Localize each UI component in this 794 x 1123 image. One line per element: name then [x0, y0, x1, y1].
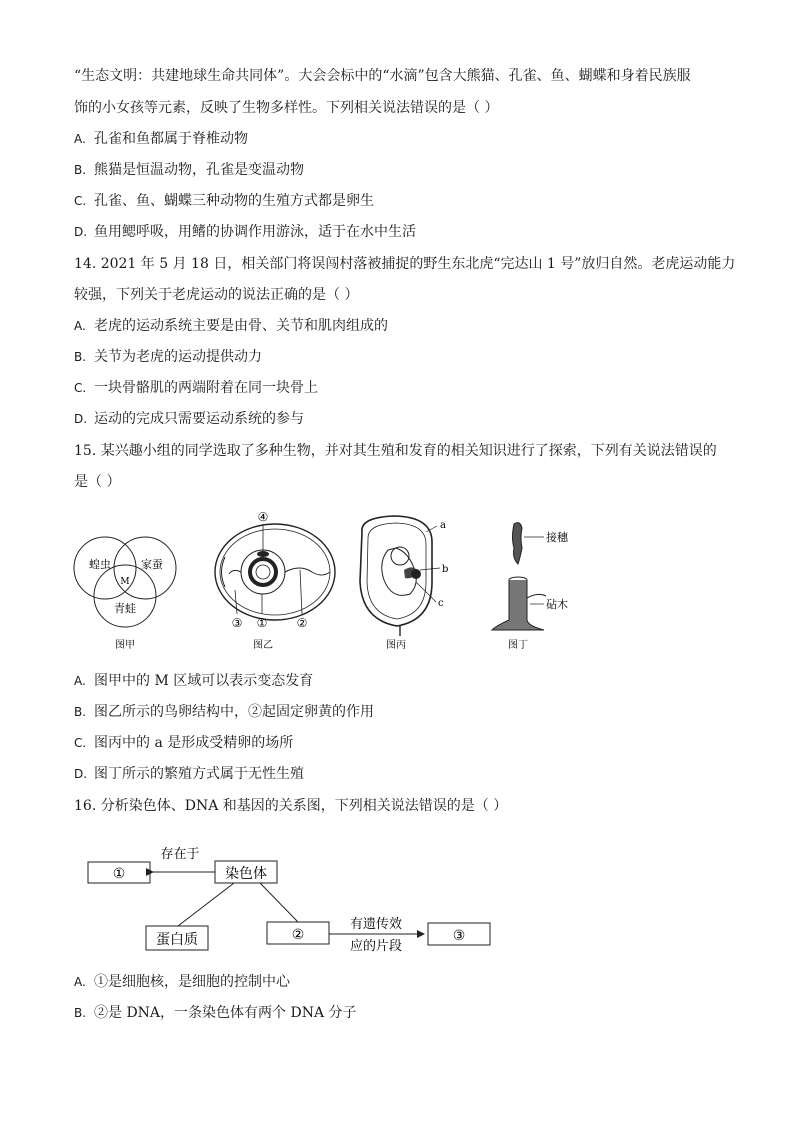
option-letter: A. — [74, 132, 86, 146]
option-text: ①是细胞核，是细胞的控制中心 — [94, 974, 290, 990]
diagram-exists-in-label: 存在于 — [160, 847, 200, 862]
diagram-genetic-label-2: 应的片段 — [349, 939, 403, 954]
q14-stem-line2: 较强，下列关于老虎运动的说法正确的是（ ） — [74, 287, 359, 303]
option-letter: B. — [74, 350, 87, 364]
option-text: 图乙所示的鸟卵结构中，②起固定卵黄的作用 — [94, 704, 374, 720]
diagram-genetic-label-1: 有遗传效 — [349, 917, 403, 932]
option-text: 关节为老虎的运动提供动力 — [94, 349, 262, 365]
option-letter: C. — [74, 736, 87, 750]
q13-option-b[interactable] — [74, 160, 304, 180]
option-letter: C. — [74, 381, 87, 395]
venn-m-label: M — [120, 577, 130, 587]
figure-bing-caption: 图丙 — [386, 640, 406, 651]
uterus-label-c: c — [438, 598, 444, 609]
graft-stock-label: 砧木 — [546, 598, 568, 611]
egg-label-1: ① — [256, 616, 268, 630]
figure-jia-caption: 图甲 — [115, 640, 135, 651]
q16-stem: 16. 分析染色体、DNA 和基因的关系图，下列相关说法错误的是（ ） — [74, 798, 508, 814]
option-letter: D. — [74, 767, 88, 781]
option-text: 图甲中的 M 区域可以表示变态发育 — [94, 673, 314, 689]
egg-label-2: ② — [296, 616, 308, 630]
uterus-label-b: b — [442, 564, 449, 575]
figure-yi-caption: 图乙 — [253, 640, 273, 651]
q14-option-a[interactable] — [74, 316, 388, 336]
option-letter: A. — [74, 674, 86, 688]
diagram-chromosome-label: 染色体 — [225, 866, 267, 882]
diagram-protein-label: 蛋白质 — [156, 932, 198, 948]
option-letter: A. — [74, 319, 86, 333]
option-text: 图丁所示的繁殖方式属于无性生殖 — [94, 766, 304, 782]
uterus-label-a: a — [440, 520, 446, 531]
q13-stem-line2: 饰的小女孩等元素，反映了生物多样性。下列相关说法错误的是（ ） — [74, 100, 499, 116]
venn-silkworm-label: 家蚕 — [141, 558, 163, 571]
q16-option-b[interactable] — [74, 1003, 357, 1023]
q15-option-c[interactable] — [74, 733, 293, 753]
option-text: 鱼用鳃呼吸，用鳍的协调作用游泳，适于在水中生活 — [94, 224, 416, 240]
uterus-diagram — [360, 516, 448, 651]
option-text: 孔雀、鱼、蝴蝶三种动物的生殖方式都是卵生 — [94, 193, 374, 209]
option-text: 熊猫是恒温动物，孔雀是变温动物 — [94, 162, 304, 178]
diagram-box-2-label: ② — [291, 927, 305, 943]
q15-stem-line2: 是（ ） — [74, 474, 121, 490]
option-letter: B. — [74, 1006, 87, 1020]
venn-diagram — [74, 537, 176, 651]
q16-diagram — [0, 838, 794, 968]
q14-option-c[interactable] — [74, 378, 318, 398]
bird-egg-diagram — [215, 510, 335, 651]
graft-scion-label: 接穗 — [546, 531, 568, 544]
q14-option-d[interactable] — [74, 409, 304, 429]
q15-figure — [0, 502, 794, 672]
venn-locust-label: 蝗虫 — [89, 558, 111, 571]
option-text: 一块骨骼肌的两端附着在同一块骨上 — [94, 380, 318, 396]
figure-ding-caption: 图丁 — [508, 640, 528, 651]
q16-option-a[interactable] — [74, 972, 290, 992]
grafting-diagram — [492, 523, 569, 651]
option-letter: D. — [74, 225, 88, 239]
q13-option-d[interactable] — [74, 222, 416, 242]
q15-option-b[interactable] — [74, 702, 374, 722]
q13-option-c[interactable] — [74, 191, 374, 211]
option-text: 运动的完成只需要运动系统的参与 — [94, 411, 304, 427]
q15-option-a[interactable] — [74, 671, 313, 691]
q14-stem-line1: 14. 2021 年 5 月 18 日，相关部门将误闯村落被捕捉的野生东北虎“完达山 1 号”放归自然。老虎运动能力 — [74, 256, 736, 272]
q13-stem-line1: “生态文明：共建地球生命共同体”。大会会标中的“水滴”包含大熊猫、孔雀、鱼、蝴蝶和身着民族服 — [74, 68, 691, 84]
egg-label-3: ③ — [231, 616, 243, 630]
option-letter: A. — [74, 975, 86, 989]
option-letter: C. — [74, 194, 87, 208]
option-letter: D. — [74, 412, 88, 426]
option-letter: B. — [74, 163, 87, 177]
diagram-box-3-label: ③ — [452, 928, 466, 944]
diagram-box-1-label: ① — [112, 866, 126, 882]
option-text: 孔雀和鱼都属于脊椎动物 — [94, 131, 248, 147]
q13-option-a[interactable] — [74, 129, 248, 149]
option-text: 老虎的运动系统主要是由骨、关节和肌肉组成的 — [94, 318, 388, 334]
q14-option-b[interactable] — [74, 347, 262, 367]
option-text: ②是 DNA，一条染色体有两个 DNA 分子 — [94, 1005, 357, 1021]
q15-option-d[interactable] — [74, 764, 304, 784]
egg-label-4: ④ — [257, 510, 269, 524]
option-letter: B. — [74, 705, 87, 719]
option-text: 图丙中的 a 是形成受精卵的场所 — [94, 735, 294, 751]
venn-frog-label: 青蛙 — [114, 602, 136, 615]
q15-stem-line1: 15. 某兴趣小组的同学选取了多种生物，并对其生殖和发育的相关知识进行了探索，下列有关说法错误的 — [74, 443, 717, 459]
